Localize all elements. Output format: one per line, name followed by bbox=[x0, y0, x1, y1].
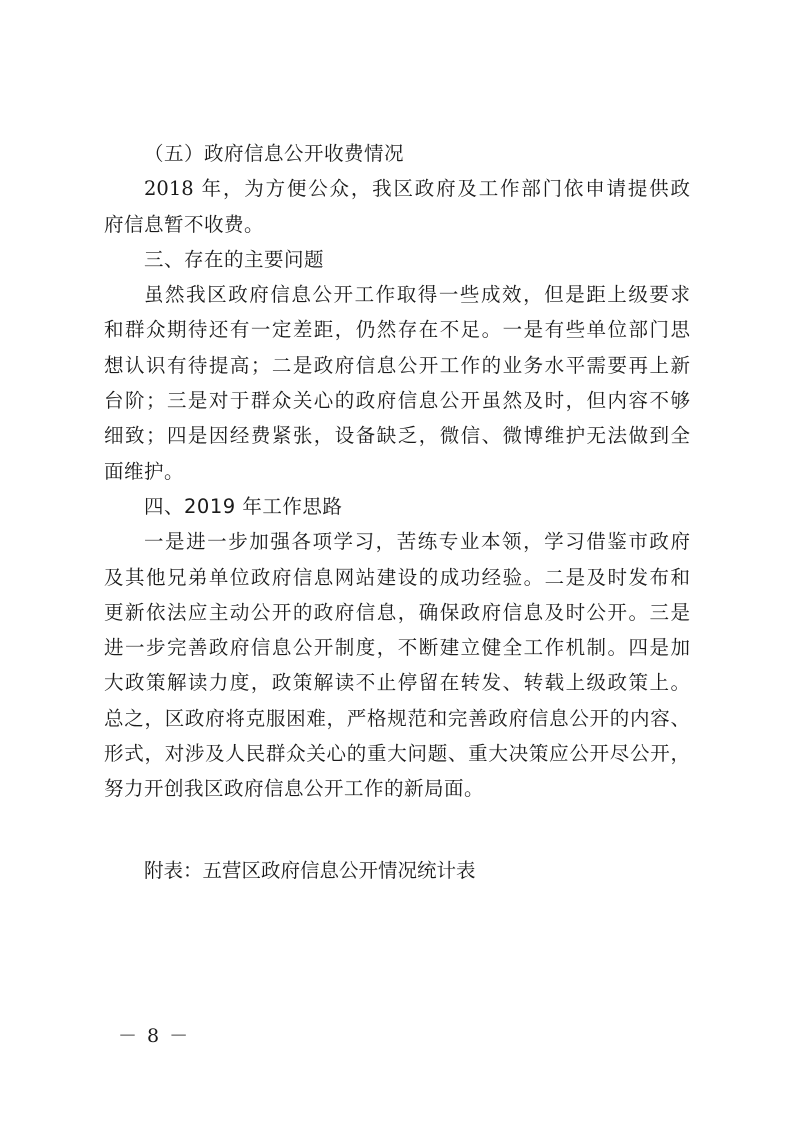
section-5-paragraph-line: 2018 年，为方便公众，我区政府及工作部门依申请提供政 bbox=[144, 177, 690, 201]
appendix-note: 附表：五营区政府信息公开情况统计表 bbox=[144, 859, 476, 882]
section-4-paragraph-line: 努力开创我区政府信息公开工作的新局面。 bbox=[104, 777, 485, 801]
section-3-paragraph-line: 和群众期待还有一定差距，仍然存在不足。一是有些单位部门思 bbox=[104, 318, 690, 342]
section-4-paragraph-line: 大政策解读力度，政策解读不止停留在转发、转载上级政策上。 bbox=[104, 671, 690, 695]
section-4-paragraph-line: 更新依法应主动公开的政府信息，确保政府信息及时公开。三是 bbox=[104, 600, 690, 624]
section-4-paragraph-line: 总之，区政府将克服困难，严格规范和完善政府信息公开的内容、 bbox=[104, 706, 690, 730]
section-4-paragraph-line: 及其他兄弟单位政府信息网站建设的成功经验。二是及时发布和 bbox=[104, 565, 690, 589]
section-4-heading: 四、2019 年工作思路 bbox=[144, 494, 343, 518]
section-3-paragraph-line: 虽然我区政府信息公开工作取得一些成效，但是距上级要求 bbox=[144, 283, 690, 307]
section-4-paragraph-line: 进一步完善政府信息公开制度，不断建立健全工作机制。四是加 bbox=[104, 636, 690, 660]
page-number: － 8 － bbox=[118, 1025, 191, 1047]
section-4-paragraph-line: 形式，对涉及人民群众关心的重大问题、重大决策应公开尽公开， bbox=[104, 742, 690, 766]
section-3-heading: 三、存在的主要问题 bbox=[144, 247, 325, 271]
section-3-paragraph-line: 想认识有待提高；二是政府信息公开工作的业务水平需要再上新 bbox=[104, 353, 690, 377]
document-body bbox=[104, 136, 690, 807]
section-5-paragraph-line: 府信息暂不收费。 bbox=[104, 212, 265, 236]
section-5-heading: （五）政府信息公开收费情况 bbox=[144, 142, 405, 165]
section-3-paragraph-line: 细致；四是因经费紧张，设备缺乏，微信、微博维护无法做到全 bbox=[104, 424, 690, 448]
section-3-paragraph-line: 台阶；三是对于群众关心的政府信息公开虽然及时，但内容不够 bbox=[104, 389, 690, 413]
section-4-paragraph-line: 一是进一步加强各项学习，苦练专业本领，学习借鉴市政府 bbox=[144, 530, 690, 554]
section-3-paragraph-line: 面维护。 bbox=[104, 459, 185, 483]
